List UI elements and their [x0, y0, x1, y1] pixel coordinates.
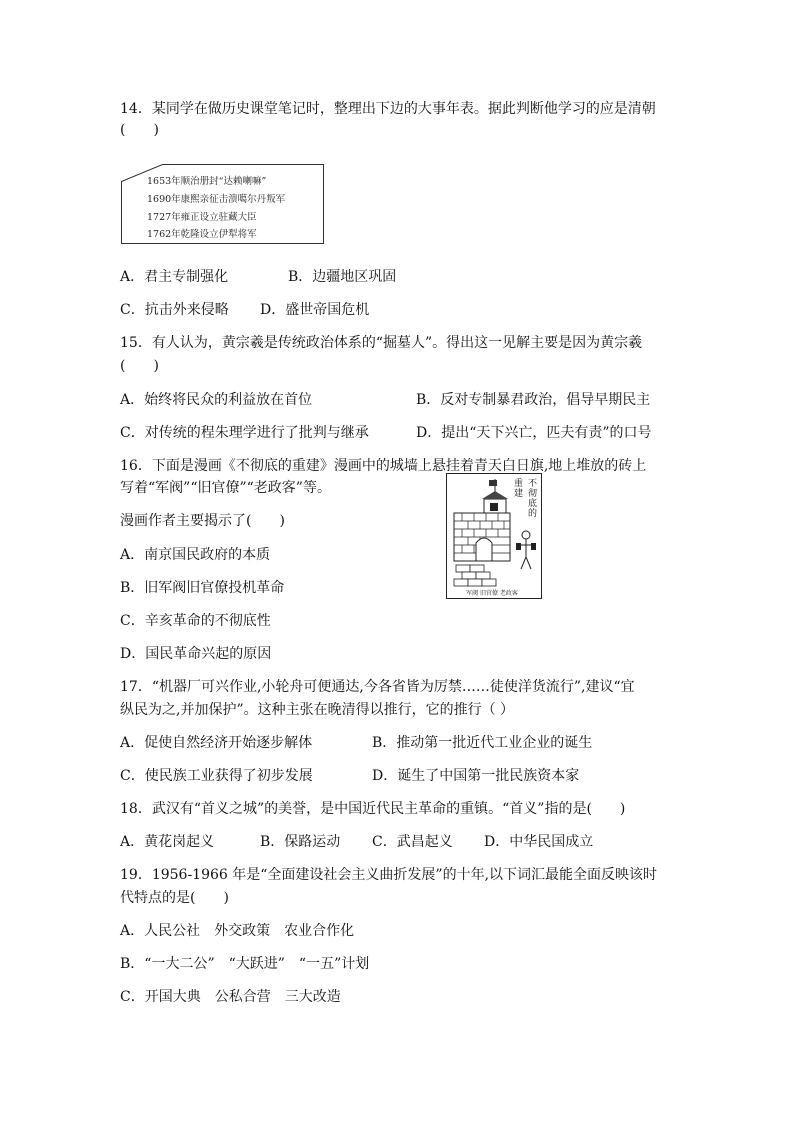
q15-option-b[interactable]: B．反对专制暴君政治，倡导早期民主 — [416, 392, 651, 408]
q17-option-b[interactable]: B．推动第一批近代工业企业的诞生 — [372, 735, 593, 751]
q14-option-d[interactable]: D．盛世帝国危机 — [260, 302, 370, 318]
q15-option-d[interactable]: D．提出“天下兴亡，匹夫有责”的口号 — [416, 425, 652, 441]
cartoon-brick-labels: 军阀 旧官僚 老政客 — [466, 590, 518, 597]
q16-stem: 16．下面是漫画《不彻底的重建》漫画中的城墙上悬挂着青天白日旗,地上堆放的砖上 — [120, 458, 647, 474]
q14-option-c[interactable]: C．抗击外来侵略 — [120, 302, 229, 318]
q15-option-c[interactable]: C．对传统的程朱理学进行了批判与继承 — [120, 425, 369, 441]
q16-option-d[interactable]: D．国民革命兴起的原因 — [120, 646, 272, 662]
q18-option-b[interactable]: B．保路运动 — [260, 834, 341, 850]
q16-stem-cont: 写着“军阀”“旧官僚”“老政客”等。 — [120, 480, 331, 496]
q17-stem: 17．“机器厂可兴作业,小轮舟可便通达,今各省皆为厉禁……徒使洋货流行”,建议“宜 — [120, 679, 635, 695]
q19-option-a[interactable]: A．人民公社 外交政策 农业合作化 — [120, 923, 355, 939]
timeline-item: 1653年顺治册封“达赖喇嘛” — [147, 176, 267, 187]
q14-option-a[interactable]: A．君主专制强化 — [120, 269, 229, 285]
q17-option-d[interactable]: D．诞生了中国第一批民族资本家 — [372, 768, 580, 784]
q19-option-c[interactable]: C．开国大典 公私合营 三大改造 — [120, 989, 341, 1005]
q16-cartoon — [446, 473, 542, 599]
q18-option-d[interactable]: D．中华民国成立 — [484, 834, 594, 850]
q17-stem-cont: 纵民为之,并加保护”。这种主张在晚清得以推行，它的推行（ ） — [120, 702, 515, 718]
q14-timeline-box — [121, 164, 324, 244]
q15-stem: 15．有人认为，黄宗羲是传统政治体系的“掘墓人”。得出这一见解主要是因为黄宗羲 — [120, 335, 643, 351]
q18-stem: 18．武汉有“首义之城”的美誉，是中国近代民主革命的重镇。“首义”指的是( ) — [120, 801, 626, 817]
timeline-item: 1762年乾隆设立伊犁将军 — [147, 229, 257, 240]
q19-stem-cont: 代特点的是( ) — [120, 890, 229, 906]
q16-option-a[interactable]: A．南京国民政府的本质 — [120, 547, 271, 563]
q19-stem: 19．1956-1966 年是“全面建设社会主义曲折发展”的十年,以下词汇最能全面反映该时 — [120, 867, 658, 883]
q14-stem: 14．某同学在做历史课堂笔记时，整理出下边的大事年表。据此判断他学习的应是清朝 — [120, 101, 656, 117]
q16-prompt: 漫画作者主要揭示了( ) — [120, 513, 285, 529]
q15-option-a[interactable]: A．始终将民众的利益放在首位 — [120, 392, 313, 408]
q14-answer-bracket: ( ) — [120, 122, 159, 138]
q16-option-c[interactable]: C．辛亥革命的不彻底性 — [120, 613, 271, 629]
timeline-item: 1690年康熙亲征击溃噶尔丹叛军 — [147, 194, 286, 205]
cartoon-title-a: 不彻底的 — [528, 479, 538, 519]
q17-option-c[interactable]: C．使民族工业获得了初步发展 — [120, 768, 313, 784]
q18-option-a[interactable]: A．黄花岗起义 — [120, 834, 215, 850]
timeline-item: 1727年雍正设立驻藏大臣 — [147, 212, 257, 223]
q16-option-b[interactable]: B．旧军阀旧官僚投机革命 — [120, 580, 285, 596]
q15-answer-bracket: ( ) — [120, 358, 159, 374]
q18-option-c[interactable]: C．武昌起义 — [372, 834, 453, 850]
q14-option-b[interactable]: B．边疆地区巩固 — [288, 269, 397, 285]
q19-option-b[interactable]: B．“一大二公” “大跃进” “一五”计划 — [120, 956, 370, 972]
cartoon-title-b: 重建 — [514, 479, 524, 499]
q17-option-a[interactable]: A．促使自然经济开始逐步解体 — [120, 735, 313, 751]
